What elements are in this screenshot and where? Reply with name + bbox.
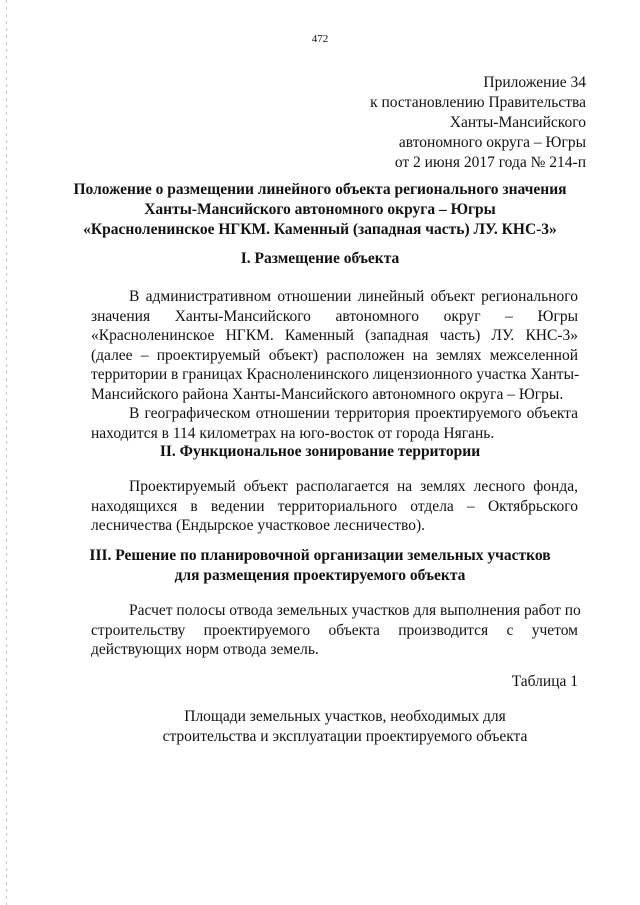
appendix-line: автономного округа – Югры bbox=[398, 134, 586, 151]
paragraph-line: находится в 114 километрах на юго-восток от города Нягань. bbox=[91, 424, 495, 442]
appendix-line: Ханты-Мансийского bbox=[449, 114, 586, 131]
section-2-heading bbox=[0, 442, 640, 462]
section-heading-text: для размещения проектируемого объекта bbox=[174, 567, 466, 584]
section-heading-text: III. Решение по планировочной организации земельных участков bbox=[89, 547, 551, 564]
paragraph-line: территории в границах Красноленинского лицензионного участка Ханты- bbox=[91, 366, 580, 383]
appendix-line: Приложение 34 bbox=[483, 74, 586, 91]
paragraph-line: В административном отношении линейный объект регионального bbox=[129, 288, 578, 305]
paragraph-line: «Красноленинское НГКМ. Каменный (западная часть) ЛУ. КНС-3» bbox=[91, 327, 578, 344]
section-heading-text: II. Функциональное зонирование территории bbox=[159, 443, 481, 460]
paragraph-line: (далее – проектируемый объект) расположен на землях межселенной bbox=[91, 346, 578, 364]
section-heading-text: I. Размещение объекта bbox=[240, 250, 400, 267]
paragraph-line: действующих норм отвода земель. bbox=[91, 641, 319, 658]
section-3-paragraph-1 bbox=[91, 601, 581, 660]
paragraph-line: Проектируемый объект располагается на землях лесного фонда, bbox=[129, 478, 578, 495]
section-2-paragraph-1 bbox=[91, 477, 578, 536]
page-number: 472 bbox=[311, 33, 329, 45]
caption-line: Площади земельных участков, необходимых для bbox=[184, 708, 506, 725]
paragraph-line: лесничества (Ендырское участковое лесничество). bbox=[91, 517, 426, 534]
document-title bbox=[60, 180, 580, 240]
table-caption bbox=[0, 707, 640, 747]
appendix-line: от 2 июня 2017 года № 214-п bbox=[394, 154, 586, 171]
section-1-paragraph-1 bbox=[91, 287, 578, 404]
appendix-header bbox=[370, 73, 586, 173]
table-label: Таблица 1 bbox=[511, 673, 578, 690]
title-line: «Красноленинское НГКМ. Каменный (западная часть) ЛУ. КНС-3» bbox=[83, 221, 557, 238]
title-line: Ханты-Мансийского автономного округа – Югры bbox=[144, 201, 496, 218]
section-3-heading bbox=[0, 546, 640, 586]
section-1-heading bbox=[0, 249, 640, 269]
title-line: Положение о размещении линейного объекта регионального значения bbox=[73, 181, 567, 198]
paragraph-line: В географическом отношении территория проектируемого объекта bbox=[129, 405, 578, 422]
paragraph-line: строительству проектируемого объекта производится с учетом bbox=[91, 621, 578, 639]
paragraph-line: значения Ханты-Мансийского автономного округ – Югры bbox=[91, 307, 578, 325]
section-1-paragraph-2 bbox=[91, 404, 578, 443]
paragraph-line: находящихся в ведении территориального отдела – Октябрьского bbox=[91, 497, 578, 515]
appendix-line: к постановлению Правительства bbox=[370, 94, 586, 111]
paragraph-line: Мансийского района Ханты-Мансийского автономного округа – Югры. bbox=[91, 385, 564, 403]
paragraph-line: Расчет полосы отвода земельных участков для выполнения работ по bbox=[129, 602, 581, 619]
caption-line: строительства и эксплуатации проектируемого объекта bbox=[162, 728, 528, 745]
